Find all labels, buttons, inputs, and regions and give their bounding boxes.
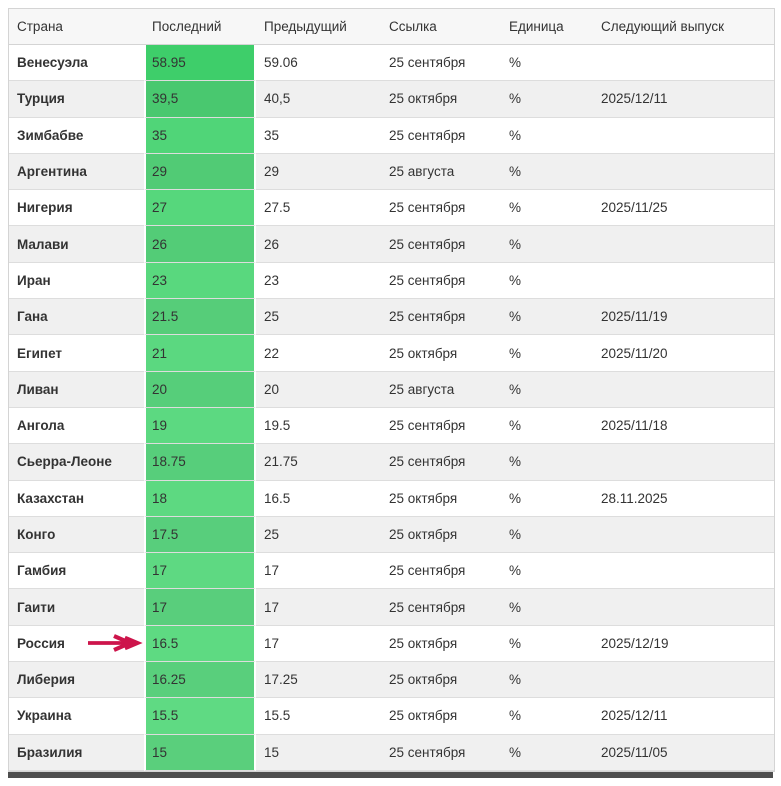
cell-previous: 15 <box>256 735 381 771</box>
table-row[interactable] <box>9 553 774 589</box>
column-header-previous: Предыдущий <box>256 9 381 45</box>
cell-reference: 25 сентября <box>381 263 501 299</box>
cell-next_release <box>593 226 774 262</box>
cell-reference: 25 августа <box>381 372 501 408</box>
cell-reference: 25 октября <box>381 662 501 698</box>
table-row[interactable] <box>9 299 774 335</box>
cell-reference: 25 сентября <box>381 226 501 262</box>
cell-next_release <box>593 45 774 81</box>
cell-reference: 25 сентября <box>381 589 501 625</box>
cell-next_release: 2025/12/19 <box>593 626 774 662</box>
cell-previous: 27.5 <box>256 190 381 226</box>
table-row[interactable] <box>9 408 774 444</box>
cell-reference: 25 октября <box>381 81 501 117</box>
cell-country: Зимбабве <box>9 118 144 154</box>
cell-unit: % <box>501 118 593 154</box>
cell-reference: 25 сентября <box>381 444 501 480</box>
table-row[interactable] <box>9 335 774 371</box>
cell-previous: 29 <box>256 154 381 190</box>
cell-next_release: 2025/12/11 <box>593 81 774 117</box>
cell-reference: 25 сентября <box>381 45 501 81</box>
cell-reference: 25 сентября <box>381 299 501 335</box>
cell-unit: % <box>501 45 593 81</box>
table-row[interactable] <box>9 263 774 299</box>
cell-previous: 22 <box>256 335 381 371</box>
table-row[interactable] <box>9 372 774 408</box>
cell-reference: 25 сентября <box>381 408 501 444</box>
cell-unit: % <box>501 154 593 190</box>
cell-previous: 35 <box>256 118 381 154</box>
cell-next_release: 2025/11/19 <box>593 299 774 335</box>
cell-last: 15 <box>144 735 256 771</box>
table-row[interactable] <box>9 226 774 262</box>
cell-previous: 17 <box>256 626 381 662</box>
cell-last: 20 <box>144 372 256 408</box>
cell-country: Гана <box>9 299 144 335</box>
table-row[interactable] <box>9 45 774 81</box>
cell-previous: 15.5 <box>256 698 381 734</box>
cell-last: 16.25 <box>144 662 256 698</box>
cell-next_release <box>593 263 774 299</box>
cell-next_release <box>593 553 774 589</box>
column-header-country: Страна <box>9 9 144 45</box>
cell-last: 23 <box>144 263 256 299</box>
cell-unit: % <box>501 335 593 371</box>
cell-last: 17.5 <box>144 517 256 553</box>
cell-previous: 19.5 <box>256 408 381 444</box>
cell-next_release: 2025/11/18 <box>593 408 774 444</box>
cell-last: 16.5 <box>144 626 256 662</box>
table-header-row <box>9 9 774 45</box>
cell-unit: % <box>501 626 593 662</box>
cell-next_release <box>593 662 774 698</box>
cell-previous: 17 <box>256 553 381 589</box>
cell-next_release: 2025/11/05 <box>593 735 774 771</box>
cell-previous: 40,5 <box>256 81 381 117</box>
cell-country: Либерия <box>9 662 144 698</box>
cell-next_release <box>593 517 774 553</box>
table-row[interactable] <box>9 481 774 517</box>
red-arrow-icon <box>85 634 143 652</box>
cell-reference: 25 октября <box>381 335 501 371</box>
table-row[interactable] <box>9 589 774 625</box>
column-header-next_release: Следующий выпуск <box>593 9 774 45</box>
cell-unit: % <box>501 517 593 553</box>
table-body <box>9 45 774 771</box>
cell-country: Иран <box>9 263 144 299</box>
cell-reference: 25 сентября <box>381 118 501 154</box>
cell-country: Венесуэла <box>9 45 144 81</box>
cell-last: 15.5 <box>144 698 256 734</box>
cell-unit: % <box>501 226 593 262</box>
cell-reference: 25 октября <box>381 626 501 662</box>
column-header-unit: Единица <box>501 9 593 45</box>
table-row[interactable] <box>9 735 774 771</box>
cell-previous: 21.75 <box>256 444 381 480</box>
cell-last: 26 <box>144 226 256 262</box>
cell-next_release: 2025/12/11 <box>593 698 774 734</box>
table-row[interactable] <box>9 154 774 190</box>
cell-previous: 23 <box>256 263 381 299</box>
cell-next_release <box>593 118 774 154</box>
cell-country: Ангола <box>9 408 144 444</box>
cell-last: 35 <box>144 118 256 154</box>
cell-country: Турция <box>9 81 144 117</box>
column-header-reference: Ссылка <box>381 9 501 45</box>
cell-country: Гаити <box>9 589 144 625</box>
cell-country: Малави <box>9 226 144 262</box>
cell-country: Украина <box>9 698 144 734</box>
table-row[interactable] <box>9 517 774 553</box>
interest-rates-table-wrap <box>8 8 773 772</box>
cell-unit: % <box>501 263 593 299</box>
table-row[interactable] <box>9 190 774 226</box>
cell-unit: % <box>501 662 593 698</box>
cell-reference: 25 августа <box>381 154 501 190</box>
cell-country: Египет <box>9 335 144 371</box>
cell-last: 18.75 <box>144 444 256 480</box>
cell-next_release <box>593 589 774 625</box>
cell-last: 18 <box>144 481 256 517</box>
cell-country: Казахстан <box>9 481 144 517</box>
cell-unit: % <box>501 190 593 226</box>
cell-last: 29 <box>144 154 256 190</box>
cell-unit: % <box>501 481 593 517</box>
cell-last: 19 <box>144 408 256 444</box>
cell-previous: 26 <box>256 226 381 262</box>
cell-last: 39,5 <box>144 81 256 117</box>
cell-unit: % <box>501 589 593 625</box>
cell-unit: % <box>501 444 593 480</box>
cell-reference: 25 сентября <box>381 735 501 771</box>
table-row[interactable] <box>9 698 774 734</box>
cell-last: 27 <box>144 190 256 226</box>
cell-next_release <box>593 154 774 190</box>
cell-unit: % <box>501 735 593 771</box>
cell-country: Россия <box>9 626 144 662</box>
table-row[interactable] <box>9 662 774 698</box>
cell-previous: 16.5 <box>256 481 381 517</box>
cell-country: Бразилия <box>9 735 144 771</box>
cell-next_release: 28.11.2025 <box>593 481 774 517</box>
cell-last: 17 <box>144 589 256 625</box>
table-row[interactable] <box>9 444 774 480</box>
table-row[interactable] <box>9 81 774 117</box>
cell-previous: 25 <box>256 299 381 335</box>
cell-country: Ливан <box>9 372 144 408</box>
cell-country: Нигерия <box>9 190 144 226</box>
cell-last: 58.95 <box>144 45 256 81</box>
cell-previous: 25 <box>256 517 381 553</box>
cell-previous: 17.25 <box>256 662 381 698</box>
cell-previous: 20 <box>256 372 381 408</box>
cell-country: Гамбия <box>9 553 144 589</box>
cell-reference: 25 октября <box>381 698 501 734</box>
cell-unit: % <box>501 408 593 444</box>
cell-country: Конго <box>9 517 144 553</box>
cell-last: 21 <box>144 335 256 371</box>
cell-reference: 25 сентября <box>381 553 501 589</box>
cell-next_release: 2025/11/20 <box>593 335 774 371</box>
cell-unit: % <box>501 372 593 408</box>
bottom-bar <box>8 772 773 778</box>
cell-reference: 25 сентября <box>381 190 501 226</box>
cell-unit: % <box>501 553 593 589</box>
cell-unit: % <box>501 81 593 117</box>
cell-reference: 25 октября <box>381 481 501 517</box>
cell-previous: 17 <box>256 589 381 625</box>
column-header-last: Последний <box>144 9 256 45</box>
table-row[interactable] <box>9 626 774 662</box>
cell-previous: 59.06 <box>256 45 381 81</box>
cell-next_release <box>593 372 774 408</box>
cell-country: Сьерра-Леоне <box>9 444 144 480</box>
cell-last: 21.5 <box>144 299 256 335</box>
cell-last: 17 <box>144 553 256 589</box>
table-row[interactable] <box>9 118 774 154</box>
cell-next_release: 2025/11/25 <box>593 190 774 226</box>
cell-country: Аргентина <box>9 154 144 190</box>
cell-unit: % <box>501 299 593 335</box>
cell-next_release <box>593 444 774 480</box>
interest-rates-table <box>8 8 775 772</box>
cell-unit: % <box>501 698 593 734</box>
cell-reference: 25 октября <box>381 517 501 553</box>
